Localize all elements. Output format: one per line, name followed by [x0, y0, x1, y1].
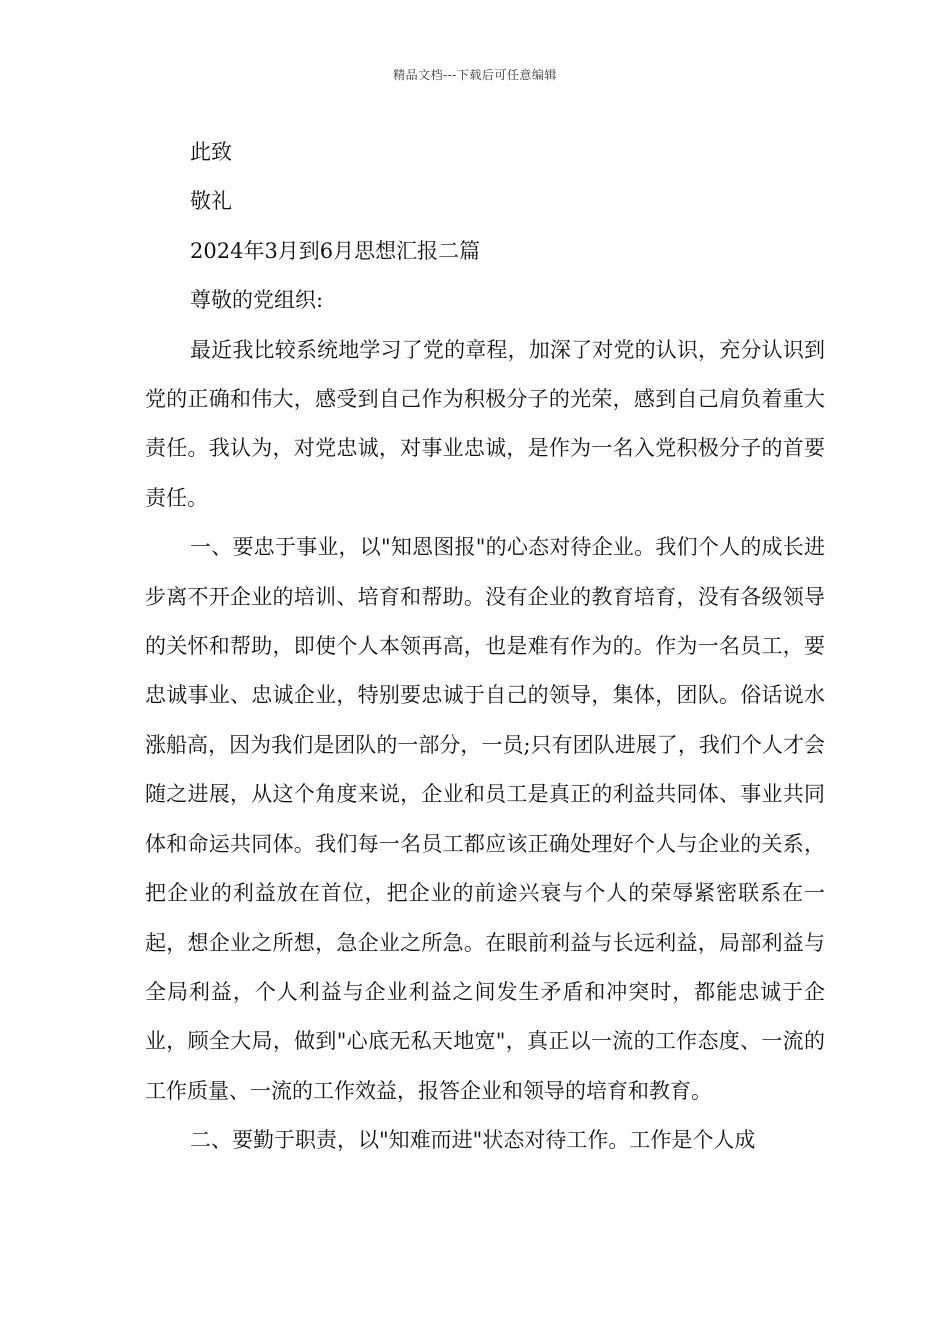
- paragraph-point-one: 一、要忠于事业，以"知恩图报"的心态对待企业。我们个人的成长进步离不开企业的培训、培育和帮助。没有企业的教育培育，没有各级领导的关怀和帮助，即使个人本领再高，也是难有作为的。作为一名员工，要忠诚事业、忠诚企业，特别要忠诚于自己的领导，集体，团队。俗话说水涨船高，因为我们是团队的一部分，一员;只有团队进展了，我们个人才会随之进展，从这个角度来说，企业和员工是真正的利益共同体、事业共同体和命运共同体。我们每一名员工都应该正确处理好个人与企业的关系，把企业的利益放在首位，把企业的前途兴衰与个人的荣辱紧密联系在一起，想企业之所想，急企业之所急。在眼前利益与长远利益，局部利益与全局利益，个人利益与企业利益之间发生矛盾和冲突时，都能忠诚于企业，顾全大局，做到"心底无私天地宽"，真正以一流的工作态度、一流的工作质量、一流的工作效益，报答企业和领导的培育和教育。: [145, 535, 825, 1103]
- greeting: 尊敬的党组织:: [190, 288, 324, 313]
- closing-salutation: 此致: [190, 140, 232, 164]
- paragraph-point-two: 二、要勤于职责，以"知难而进"状态对待工作。工作是个人成: [190, 1128, 756, 1153]
- closing-regards: 敬礼: [190, 189, 232, 214]
- page-header: 精品文档---下载后可任意编辑: [393, 68, 557, 82]
- paragraph-intro: 最近我比较系统地学习了党的章程，加深了对党的认识，充分认识到党的正确和伟大，感受到自己作为积极分子的光荣，感到自己肩负着重大责任。我认为，对党忠诚，对事业忠诚，是作为一名入党积极分子的首要责任。: [145, 337, 825, 510]
- document-title: 2024年3月到6月思想汇报二篇: [190, 238, 481, 263]
- document-body: [145, 128, 825, 1166]
